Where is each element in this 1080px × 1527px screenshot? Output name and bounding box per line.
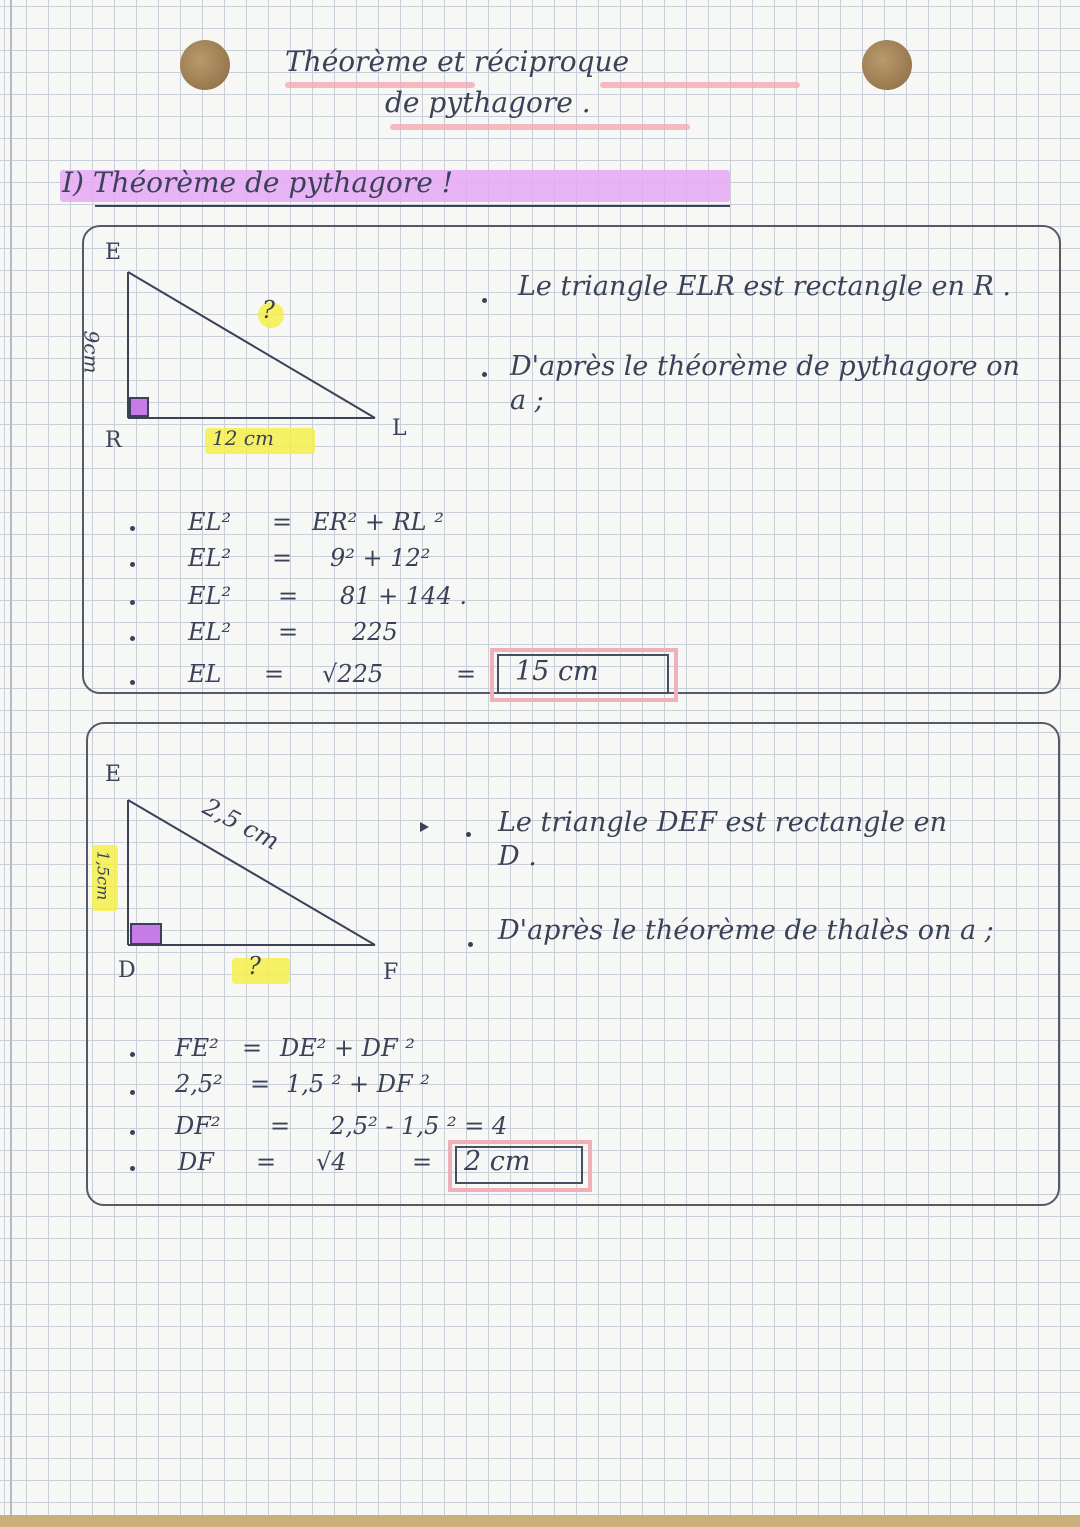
step7-rhs: 1,5 ² + DF ² [286,1070,430,1098]
step4-eq: = [278,618,299,646]
bullet [466,832,471,837]
step7-eq: = [250,1070,271,1098]
step2-lhs: EL² [188,544,232,572]
page-bottom-edge [0,1515,1080,1527]
bullet [130,1130,135,1135]
step6-eq: = [242,1034,263,1062]
vertex-l: L [392,416,407,441]
vertex-r: R [105,428,122,453]
step8-eq: = [270,1112,291,1140]
step6-lhs: FE² [175,1034,219,1062]
step9-eq: = [256,1148,277,1176]
vertex-e-2: E [105,762,122,787]
statement-2: D'après le théorème de pythagore on a ; [510,351,1020,416]
bullet [468,942,473,947]
step8-rhs: 2,5² - 1,5 ² = 4 [330,1112,508,1140]
step5-eq2: = [456,660,477,688]
result-1: 15 cm [515,656,599,687]
step5-eq: = [264,660,285,688]
step3-lhs: EL² [188,582,232,610]
statement-4: D'après le théorème de thalès on a ; [498,915,994,946]
vertex-d: D [118,958,136,983]
step1-eq: = [272,508,293,536]
highlight-df [232,958,290,984]
step3-rhs: 81 + 144 . [340,582,467,610]
step6-rhs: DE² + DF ² [280,1034,415,1062]
step4-lhs: EL² [188,618,232,646]
result-2: 2 cm [464,1146,531,1177]
step1-lhs: EL² [188,508,232,536]
vertex-f: F [383,960,399,985]
page-title-line1: Théorème et réciproque [285,45,630,78]
step5-lhs: EL [188,660,222,688]
step2-eq: = [272,544,293,572]
side-rl-label: 12 cm [212,426,274,450]
statement-1: Le triangle ELR est rectangle en R . [518,271,1011,302]
step9-eq2: = [412,1148,433,1176]
step3-eq: = [278,582,299,610]
side-el-label: ? [262,296,275,324]
step2-rhs: 9² + 12² [330,544,431,572]
bullet [130,1166,135,1171]
step9-lhs: DF [178,1148,214,1176]
statement-3: Le triangle DEF est rectangle en D . [498,807,947,872]
step1-rhs: ER² + RL ² [312,508,444,536]
arrow-icon [420,822,429,832]
bullet [130,1052,135,1057]
side-df-label: ? [248,952,261,980]
bullet [130,1090,135,1095]
step7-lhs: 2,5² [175,1070,223,1098]
step9-rhs: √4 [316,1148,347,1176]
step4-rhs: 225 [352,618,398,646]
step5-rhs: √225 [322,660,384,688]
vertex-e-1: E [105,240,122,265]
side-de-label: 1,5cm [93,850,113,901]
page-title-line2: de pythagore . [385,86,591,119]
side-er-label: 9cm [79,330,104,374]
side-ef-label: 2,5 cm [198,792,284,856]
section-heading: I) Théorème de pythagore ! [62,166,454,199]
step8-lhs: DF² [175,1112,221,1140]
